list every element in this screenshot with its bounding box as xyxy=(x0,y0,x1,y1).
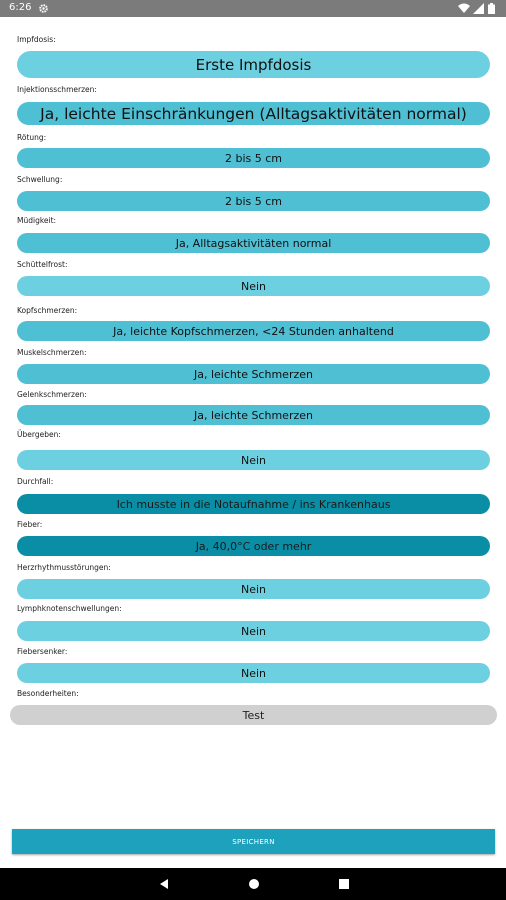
select-fiebersenker[interactable]: Nein xyxy=(17,663,490,683)
save-button[interactable]: SPEICHERN xyxy=(12,829,495,854)
select-roetung[interactable]: 2 bis 5 cm xyxy=(17,148,490,168)
back-icon[interactable] xyxy=(158,878,170,890)
field-label-besonderheiten: Besonderheiten: xyxy=(17,689,79,698)
field-label-fiebersenker: Fiebersenker: xyxy=(17,647,68,656)
select-lymphknotenschwellungen[interactable]: Nein xyxy=(17,621,490,641)
status-icons xyxy=(458,3,498,14)
select-schwellung[interactable]: 2 bis 5 cm xyxy=(17,191,490,211)
field-label-injektionsschmerzen: Injektionsschmerzen: xyxy=(17,85,97,94)
select-gelenkschmerzen[interactable]: Ja, leichte Schmerzen xyxy=(17,405,490,425)
select-herzrhythmusstoerungen[interactable]: Nein xyxy=(17,579,490,599)
status-time: 6:26 xyxy=(9,2,32,13)
select-durchfall[interactable]: Ich musste in die Notaufnahme / ins Krankenhaus xyxy=(17,494,490,514)
select-kopfschmerzen[interactable]: Ja, leichte Kopfschmerzen, <24 Stunden anhaltend xyxy=(17,321,490,341)
field-label-kopfschmerzen: Kopfschmerzen: xyxy=(17,306,78,315)
field-label-lymphknotenschwellungen: Lymphknotenschwellungen: xyxy=(17,604,122,613)
field-label-fieber: Fieber: xyxy=(17,520,43,529)
signal-icon xyxy=(473,3,484,14)
gear-icon xyxy=(38,3,49,14)
select-injektionsschmerzen[interactable]: Ja, leichte Einschränkungen (Alltagsaktivitäten normal) xyxy=(17,102,490,125)
battery-icon xyxy=(488,3,495,14)
select-muedigkeit[interactable]: Ja, Alltagsaktivitäten normal xyxy=(17,233,490,253)
status-bar xyxy=(0,0,506,17)
select-muskelschmerzen[interactable]: Ja, leichte Schmerzen xyxy=(17,364,490,384)
field-label-herzrhythmusstoerungen: Herzrhythmusstörungen: xyxy=(17,563,111,572)
select-impfdosis[interactable]: Erste Impfdosis xyxy=(17,51,490,78)
navigation-bar xyxy=(0,868,506,900)
field-label-roetung: Rötung: xyxy=(17,133,47,142)
select-uebergeben[interactable]: Nein xyxy=(17,450,490,470)
field-label-muedigkeit: Müdigkeit: xyxy=(17,216,57,225)
notes-input[interactable]: Test xyxy=(10,705,497,725)
select-fieber[interactable]: Ja, 40,0°C oder mehr xyxy=(17,536,490,556)
field-label-muskelschmerzen: Muskelschmerzen: xyxy=(17,348,87,357)
field-label-gelenkschmerzen: Gelenkschmerzen: xyxy=(17,390,87,399)
field-label-schwellung: Schwellung: xyxy=(17,175,63,184)
recents-icon[interactable] xyxy=(338,878,350,890)
home-icon[interactable] xyxy=(248,878,260,890)
field-label-schuettelfrost: Schüttelfrost: xyxy=(17,260,68,269)
field-label-uebergeben: Übergeben: xyxy=(17,430,61,439)
wifi-icon xyxy=(458,3,470,14)
select-schuettelfrost[interactable]: Nein xyxy=(17,276,490,296)
field-label-durchfall: Durchfall: xyxy=(17,477,54,486)
field-label-impfdosis: Impfdosis: xyxy=(17,35,56,44)
